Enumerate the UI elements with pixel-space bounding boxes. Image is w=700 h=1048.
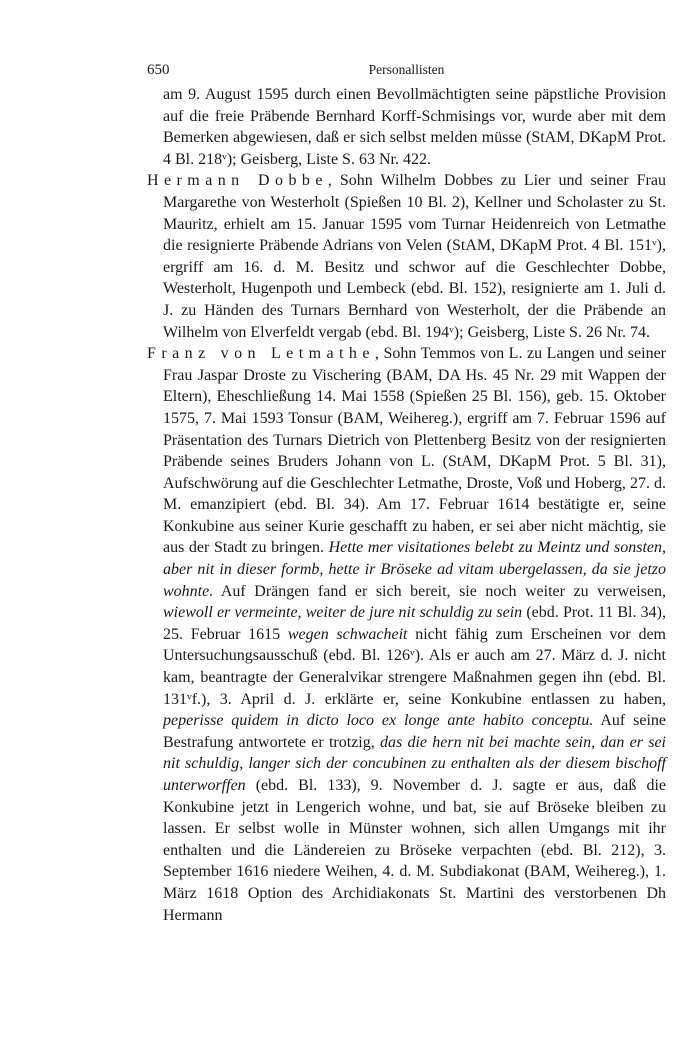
quote-text: wegen schwacheit — [287, 625, 408, 643]
entry-text: , Sohn Wilhelm Dobbes zu Lier und seiner Frau Margarethe von Westerholt (Spießen 10 Bl. 2), Kellner und Scholaster zu St. Mauritz, erhielt am 15. Januar 1595 vom Turnar Heidenreich von Letmathe die resignierte Präbende Adrians von Velen (StAM, DKapM Prot. 4 Bl. 151ᵛ), ergriff am 16. d. M. Besitz und schwor auf die Geschlechter Dobbe, Westerholt, Hugenpoth und Lembeck (ebd. Bl. 152), resignierte am 1. Juli d. J. zu Händen des Turnars Bernhard von Westerholt, der die Präbende an Wilhelm von Elverfeldt vergab (ebd. Bl. 194ᵛ); Geisberg, Liste S. 26 Nr. 74. — [163, 172, 666, 341]
continuation-paragraph: am 9. August 1595 durch einen Bevollmächtigten seine päpstliche Provision auf die freie Präbende Bernhard Korff-Schmisings vor, wurde aber mit dem Bemerken abgewiesen, daß er sich selbst melden müsse (StAM, DKapM Prot. 4 Bl. 218ᵛ); Geisberg, Liste S. 63 Nr. 422. — [163, 86, 666, 168]
entry-hermann-dobbe — [147, 170, 666, 343]
book-page — [147, 62, 666, 926]
running-head — [147, 62, 666, 84]
running-title: Personallisten — [368, 62, 445, 77]
entry-name: Franz von Letmathe — [147, 345, 375, 363]
main-text — [147, 84, 666, 926]
quote-text: das die hern nit bei machte sein, dan er sei nit schuldig, langer sich der concubinen zu enthalten als der diesem bischoff unterworffen — [163, 733, 666, 794]
quote-text: peperisse quidem in dicto loco ex longe ante habito conceptu. — [163, 712, 594, 730]
entry-franz-von-letmathe — [147, 343, 666, 926]
page-number: 650 — [147, 62, 170, 78]
entry-text: Auf Drängen fand er sich bereit, sie noch weiter zu verweisen, — [213, 582, 666, 600]
entry-text: (ebd. Prot. 11 Bl. 34), 25. Februar 1615 — [163, 604, 667, 643]
entry-name: Hermann Dobbe — [147, 172, 328, 190]
quote-text: Hette mer visitationes belebt zu Meintz und sonsten, aber nit in dieser formb, hette ir Bröseke ad vitam ubergelassen, da sie jetzo wohnte. — [163, 539, 667, 600]
entry-text: , Sohn Temmos von L. zu Langen und seiner Frau Jaspar Droste zu Vischering (BAM, DA Hs. 45 Nr. 29 mit Wappen der Eltern), Eheschließung 14. Mai 1558 (Spießen 25 Bl. 156), geb. 15. Oktober 1575, 7. Mai 1593 Tonsur (BAM, Weihereg.), ergriff am 7. Februar 1596 auf Präsentation des Turnars Dietrich von Plettenberg Besitz von der resignierten Präbende seines Bruders Johann von L. (StAM, DKapM Prot. 5 Bl. 31), Aufschwörung auf die Geschlechter Letmathe, Droste, Voß und Hoberg, 27. d. M. emanzipiert (ebd. Bl. 34). Am 17. Februar 1614 bestätigte er, seine Konkubine aus seiner Kurie geschafft zu haben, er sei aber nicht mächtig, sie aus der Stadt zu bringen. — [163, 345, 666, 557]
entry-text: Auf seine Bestrafung antwortete er trotzig, — [163, 712, 667, 751]
entry-text: (ebd. Bl. 133), 9. November d. J. sagte er aus, daß die Konkubine jetzt in Lengerich wohne, und bat, sie auf Bröseke bleiben zu lassen. Er selbst wolle in Münster wohnen, sich allen Umgangs mit ihr enthalten und die Ländereien zu Bröseke verpachten (ebd. Bl. 212), 3. September 1616 niedere Weihen, 4. d. M. Subdiakonat (BAM, Weihereg.), 1. März 1618 Option des Archidiakonats St. Martini des verstorbenen Dh Hermann — [163, 777, 666, 924]
quote-text: wiewoll er vermeinte, weiter de jure nit schuldig zu sein — [163, 604, 523, 622]
entry-text: nicht fähig zum Erscheinen vor dem Untersuchungsausschuß (ebd. Bl. 126ᵛ). Als er auch am 27. März d. J. nicht kam, beantragte der Generalvikar strengere Maßnahmen gegen ihn (ebd. Bl. 131ᵛf.), 3. April d. J. erklärte er, seine Konkubine entlassen zu haben, — [163, 625, 667, 708]
